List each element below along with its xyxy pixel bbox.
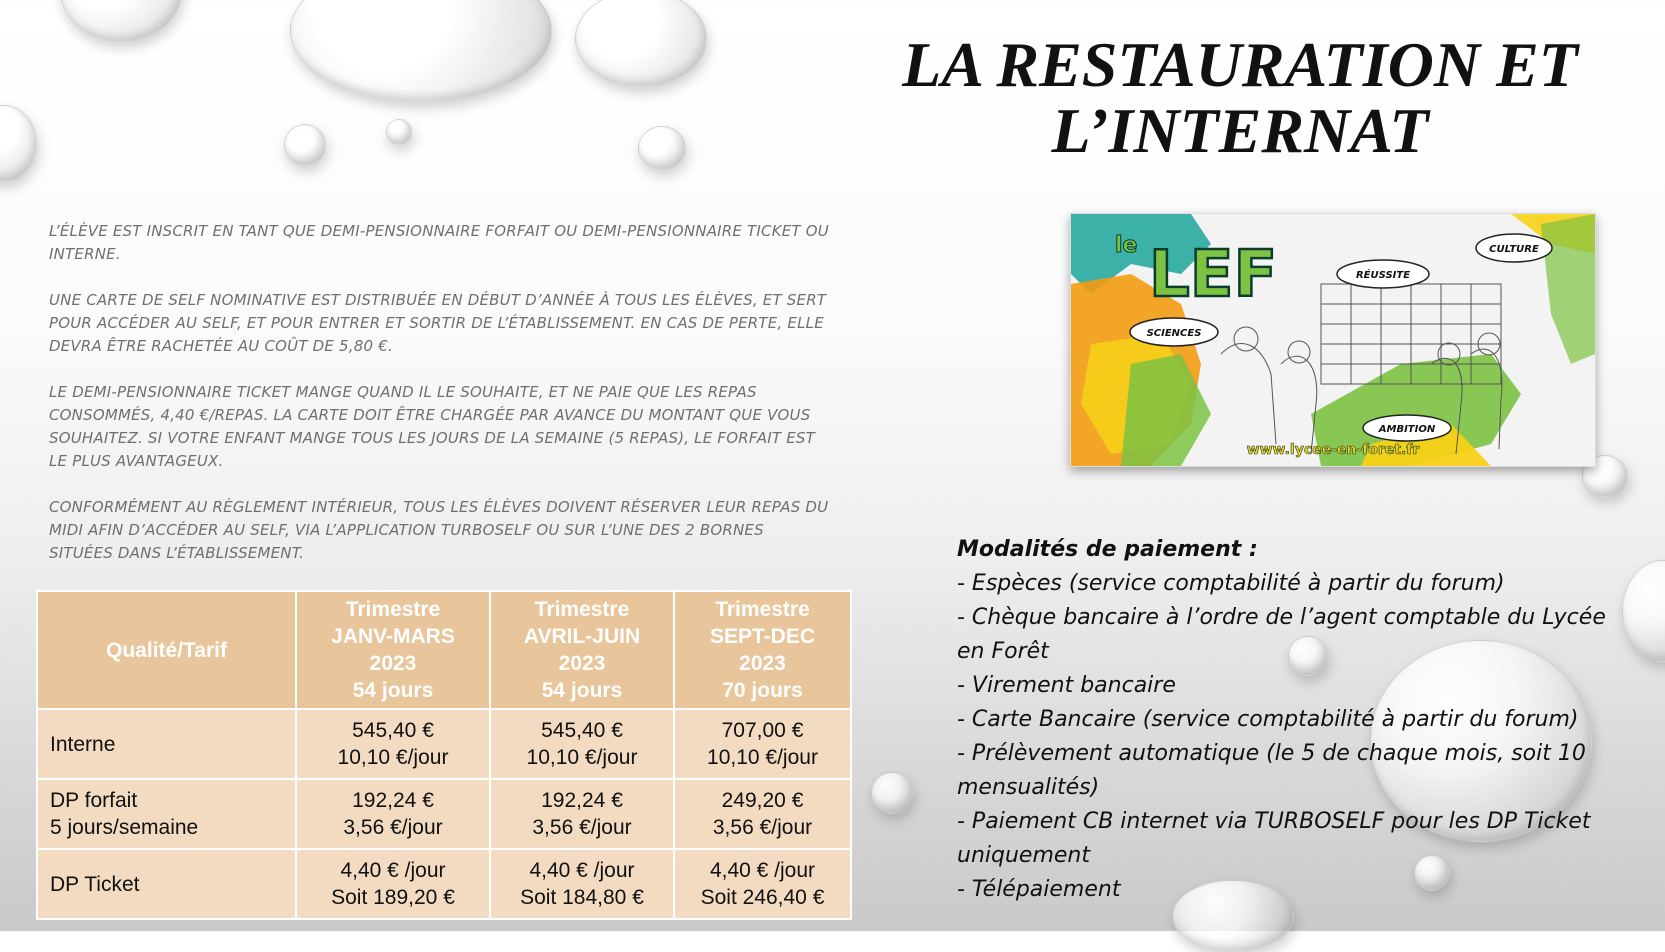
row-label-line: DP forfait bbox=[50, 789, 138, 812]
table-header-row bbox=[37, 591, 851, 709]
cell-line: 4,40 € /jour bbox=[529, 859, 635, 882]
water-drop-decoration bbox=[0, 105, 37, 182]
header-line: Trimestre bbox=[534, 598, 630, 621]
table-cell bbox=[674, 849, 851, 919]
column-header-janv-mars bbox=[296, 591, 490, 709]
header-line: 54 jours bbox=[352, 679, 434, 702]
cell-line: 10,10 €/jour bbox=[526, 746, 638, 769]
row-label-dp-ticket bbox=[37, 849, 296, 919]
header-line: 54 jours bbox=[541, 679, 623, 702]
payment-methods bbox=[957, 533, 1627, 907]
payment-item-carte-bancaire: - Carte Bancaire (service comptabilité à partir du forum) bbox=[957, 707, 1579, 732]
banner-logo-prefix: le bbox=[1115, 233, 1138, 258]
cell-line: 707,00 € bbox=[721, 719, 804, 742]
banner-label-reussite: RÉUSSITE bbox=[1355, 270, 1411, 281]
intro-paragraph: LE DEMI-PENSIONNAIRE TICKET MANGE QUAND IL LE SOUHAITE, ET NE PAIE QUE LES REPAS CONSOMMÉS, 4,40 €/REPAS. LA CARTE DOIT ÊTRE CHARGÉE PAR AVANCE DU MONTANT QUE VOUS SOUHAITEZ. SI VOTRE ENFANT MANGE TOUS LES JOURS DE LA SEMAINE (5 REPAS), LE FORFAIT EST LE PLUS AVANTAGEUX. bbox=[49, 383, 815, 470]
water-drop-decoration bbox=[386, 119, 412, 145]
payment-item-paiement-cb-internet: - Paiement CB internet via TURBOSELF pour les DP Ticket uniquement bbox=[957, 809, 1591, 868]
header-line: AVRIL-JUIN bbox=[523, 625, 641, 648]
row-label-interne bbox=[37, 709, 296, 779]
cell-line: Soit 184,80 € bbox=[520, 886, 644, 909]
cell-line: 3,56 €/jour bbox=[712, 816, 813, 839]
table-cell bbox=[296, 779, 490, 849]
header-line: 2023 bbox=[558, 652, 606, 675]
cell-line: 192,24 € bbox=[352, 789, 434, 812]
intro-text bbox=[49, 220, 829, 588]
row-label-line: 5 jours/semaine bbox=[50, 816, 199, 839]
column-header-avril-juin bbox=[490, 591, 674, 709]
banner-logo: LEF bbox=[1149, 238, 1278, 312]
title-line-1: LA RESTAURATION ET bbox=[902, 29, 1578, 100]
water-drop-decoration bbox=[284, 124, 326, 166]
cell-line: 3,56 €/jour bbox=[343, 816, 443, 839]
school-banner-image bbox=[1070, 213, 1596, 467]
page-title bbox=[860, 29, 1620, 166]
payment-item-especes: - Espèces (service comptabilité à partir du forum) bbox=[957, 571, 1505, 596]
tariff-table bbox=[36, 590, 852, 920]
banner-url: www.lycee-en-foret.fr bbox=[1246, 442, 1420, 458]
payment-item-prelevement: - Prélèvement automatique (le 5 de chaque mois, soit 10 mensualités) bbox=[957, 741, 1586, 800]
payment-list bbox=[957, 567, 1627, 907]
table-cell bbox=[490, 849, 674, 919]
cell-line: Soit 246,40 € bbox=[700, 886, 825, 909]
table-cell bbox=[296, 709, 490, 779]
intro-paragraph: UNE CARTE DE SELF NOMINATIVE EST DISTRIBUÉE EN DÉBUT D’ANNÉE À TOUS LES ÉLÈVES, ET SERT POUR ACCÉDER AU SELF, ET POUR ENTRER ET SORTIR DE L’ÉTABLISSEMENT. EN CAS DE PERTE, ELLE DEVRA ÊTRE RACHETÉE AU COÛT DE 5,80 €. bbox=[49, 291, 827, 355]
row-label-line: DP Ticket bbox=[50, 872, 140, 896]
table-cell bbox=[490, 779, 674, 849]
banner-label-culture: CULTURE bbox=[1489, 244, 1539, 255]
cell-line: 192,24 € bbox=[541, 789, 623, 812]
cell-line: 4,40 € /jour bbox=[709, 859, 816, 882]
table-row bbox=[37, 709, 851, 779]
header-line: 70 jours bbox=[722, 679, 803, 702]
water-drop-decoration bbox=[575, 0, 707, 87]
cell-line: 249,20 € bbox=[721, 789, 804, 812]
title-line-2: L’INTERNAT bbox=[1051, 95, 1429, 166]
water-drop-decoration bbox=[290, 0, 552, 102]
header-line: SEPT-DEC bbox=[709, 625, 816, 648]
intro-paragraph: L’ÉLÈVE EST INSCRIT EN TANT QUE DEMI-PENSIONNAIRE FORFAIT OU DEMI-PENSIONNAIRE TICKET OU INTERNE. bbox=[49, 222, 829, 263]
payment-item-virement: - Virement bancaire bbox=[957, 673, 1176, 698]
table-row bbox=[37, 849, 851, 919]
cell-line: 545,40 € bbox=[352, 719, 434, 742]
payment-heading: Modalités de paiement : bbox=[957, 537, 1258, 562]
row-label-dp-forfait bbox=[37, 779, 296, 849]
header-line: JANV-MARS bbox=[331, 625, 455, 648]
table-cell bbox=[674, 709, 851, 779]
table-cell bbox=[674, 779, 851, 849]
header-line: Trimestre bbox=[345, 598, 441, 621]
water-drop-decoration bbox=[871, 772, 913, 814]
intro-paragraph: CONFORMÉMENT AU RÈGLEMENT INTÉRIEUR, TOUS LES ÉLÈVES DOIVENT RÉSERVER LEUR REPAS DU MIDI AFIN D’ACCÉDER AU SELF, VIA L’APPLICATION TURBOSELF OU SUR L’UNE DES 2 BORNES SITUÉES DANS L’ÉTABLISSEMENT. bbox=[49, 498, 829, 562]
water-drop-decoration bbox=[1622, 560, 1665, 662]
banner-label-sciences: SCIENCES bbox=[1146, 328, 1202, 339]
table-corner-header: Qualité/Tarif bbox=[37, 591, 296, 709]
header-line: 2023 bbox=[739, 652, 786, 675]
table-row bbox=[37, 779, 851, 849]
column-header-sept-dec bbox=[674, 591, 851, 709]
payment-item-telepaiement: - Télépaiement bbox=[957, 877, 1121, 902]
table-cell bbox=[296, 849, 490, 919]
cell-line: 10,10 €/jour bbox=[707, 746, 818, 769]
cell-line: 3,56 €/jour bbox=[532, 816, 632, 839]
water-drop-decoration bbox=[60, 0, 182, 42]
header-line: Trimestre bbox=[715, 598, 810, 621]
water-drop-decoration bbox=[638, 126, 686, 170]
cell-line: 4,40 € /jour bbox=[340, 859, 446, 882]
cell-line: 545,40 € bbox=[541, 719, 623, 742]
banner-label-ambition: AMBITION bbox=[1378, 424, 1436, 435]
cell-line: Soit 189,20 € bbox=[331, 886, 455, 909]
row-label-line: Interne bbox=[50, 732, 116, 756]
table-cell bbox=[490, 709, 674, 779]
cell-line: 10,10 €/jour bbox=[337, 746, 449, 769]
payment-item-cheque: - Chèque bancaire à l’ordre de l’agent comptable du Lycée en Forêt bbox=[957, 605, 1606, 664]
header-line: 2023 bbox=[369, 652, 417, 675]
